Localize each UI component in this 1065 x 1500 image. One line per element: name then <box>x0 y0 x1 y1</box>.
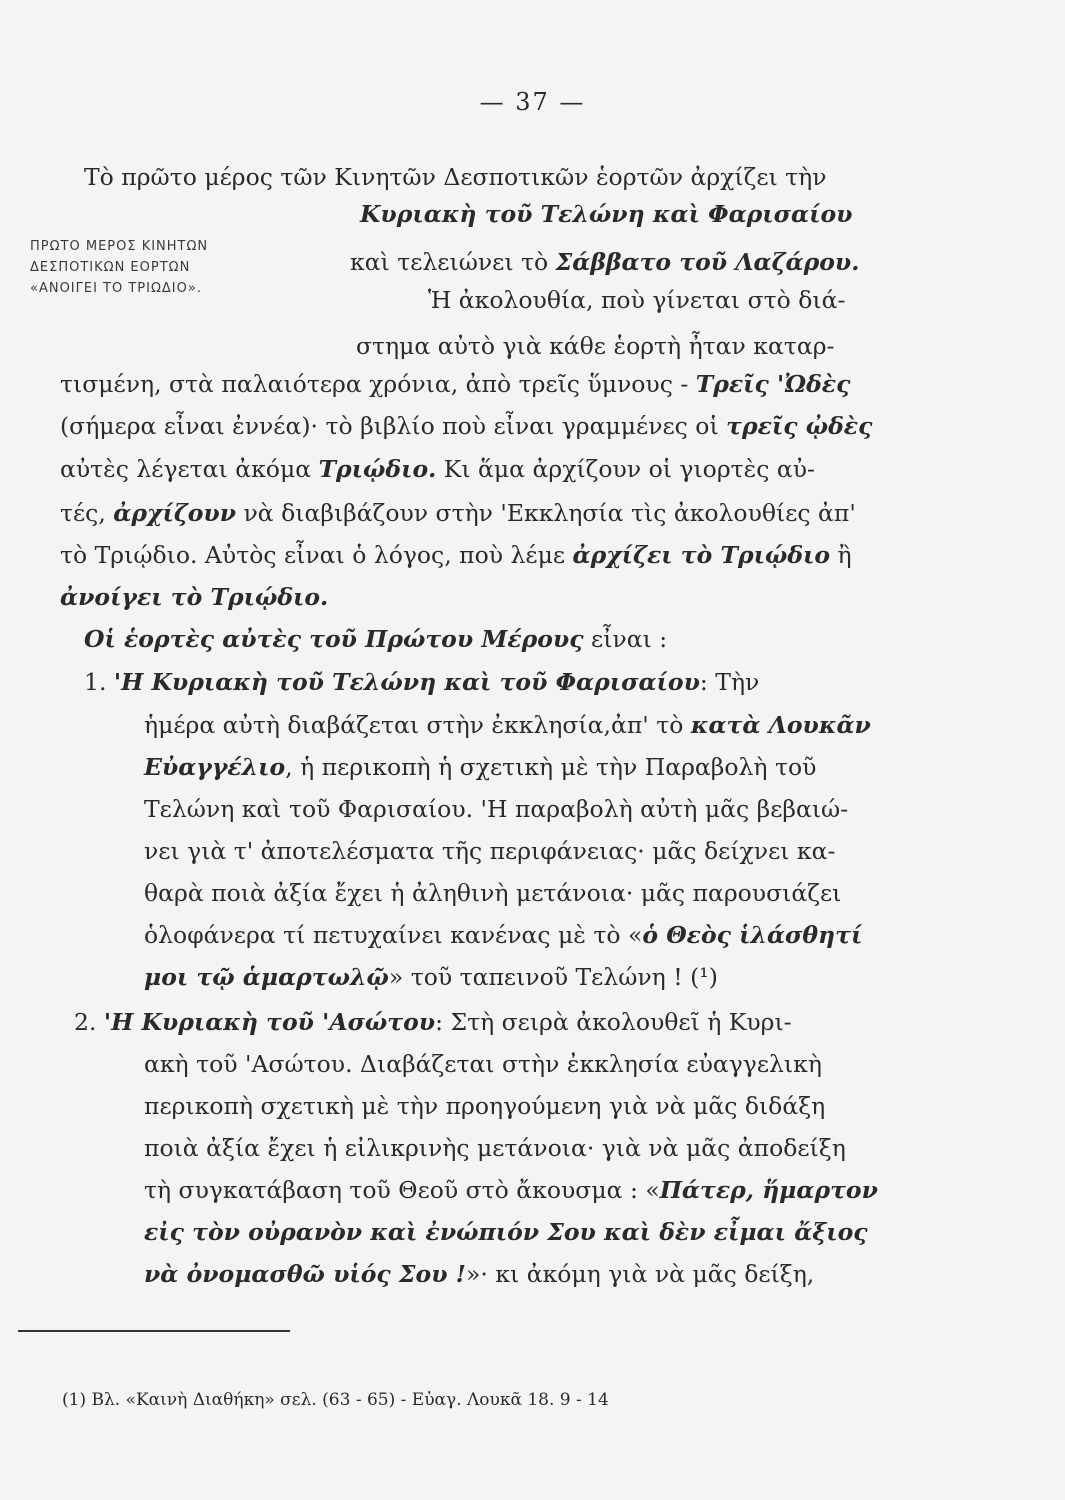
emphasis-text: Οἱ ἑορτὲς αὐτὲς τοῦ Πρώτου Μέρους <box>84 625 584 653</box>
margin-note-line: «ΑΝΟΙΓΕΙ ΤΟ ΤΡΙΩΔΙΟ». <box>30 281 202 296</box>
margin-note <box>30 236 320 299</box>
text-run: τισμένη, στὰ παλαιότερα χρόνια, ἀπὸ τρεῖς ὕμνους - <box>60 370 696 398</box>
emphasis-text: εἰς τὸν οὐρανὸν καὶ ἐνώπιόν Σου καὶ δὲν εἶμαι ἄξιος <box>144 1218 868 1246</box>
text-run: , ἡ περικοπὴ ἡ σχετικὴ μὲ τὴν Παραβολὴ τοῦ <box>285 753 817 781</box>
text-run: εἶναι : <box>583 625 668 653</box>
footnote-rule <box>18 1330 290 1332</box>
text-line <box>144 1089 1044 1125</box>
text-line <box>60 538 960 574</box>
text-run: Ἡ ἀκολουθία, ποὺ γίνεται στὸ διά- <box>428 286 846 314</box>
text-line <box>356 329 1065 365</box>
text-line <box>144 876 1044 912</box>
text-run: ἢ <box>830 541 852 569</box>
text-line <box>144 708 1044 744</box>
text-run: τές, <box>60 499 114 527</box>
text-run: ὁλοφάνερα τί πετυχαίνει κανένας μὲ τὸ « <box>144 921 643 949</box>
text-line <box>144 1257 1044 1293</box>
text-run: Τὸ πρῶτο μέρος τῶν Κινητῶν Δεσποτικῶν ἑορτῶν ἀρχίζει τὴν <box>84 163 827 191</box>
text-line <box>144 750 1044 786</box>
emphasis-text: Τρεῖς 'Ὠδὲς <box>695 370 851 398</box>
margin-note-line: ΠΡΩΤΟ ΜΕΡΟΣ ΚΙΝΗΤΩΝ <box>30 239 209 254</box>
emphasis-text: ἀνοίγει τὸ Τριῴδιο. <box>60 583 329 611</box>
text-run: νὰ διαβιβάζουν στὴν 'Εκκλησία τὶς ἀκολουθίες ἀπ' <box>236 499 856 527</box>
text-run: θαρὰ ποιὰ ἀξία ἔχει ἡ ἀληθινὴ μετάνοια· μᾶς παρουσιάζει <box>144 879 842 907</box>
text-line <box>144 960 1044 996</box>
text-run: τὴ συγκατάβαση τοῦ Θεοῦ στὸ ἄκουσμα : « <box>144 1176 660 1204</box>
text-line <box>144 1173 1044 1209</box>
emphasis-text: τρεῖς ᾠδὲς <box>726 412 873 440</box>
margin-note-line: ΔΕΣΠΟΤΙΚΩΝ ΕΟΡΤΩΝ <box>30 260 191 275</box>
text-run: : Τὴν <box>699 668 760 696</box>
text-run: 2. <box>74 1008 104 1036</box>
text-run: Κι ἅμα ἀρχίζουν οἱ γιορτὲς αὐ- <box>436 455 815 483</box>
text-run: ἡμέρα αὐτὴ διαβάζεται στὴν ἐκκλησία,ἀπ' τὸ <box>144 711 691 739</box>
text-line <box>60 367 960 403</box>
emphasis-text: Σάββατο τοῦ Λαζάρου. <box>555 248 860 276</box>
text-run: Τελώνη καὶ τοῦ Φαρισαίου. 'Η παραβολὴ αὐτὴ μᾶς βεβαιώ- <box>144 795 849 823</box>
emphasis-text: νὰ ὀνομασθῶ υἱός Σου ! <box>144 1260 467 1288</box>
text-line <box>144 834 1044 870</box>
text-line <box>84 622 984 658</box>
text-line <box>60 452 960 488</box>
emphasis-text: μοι τῷ ἁμαρτωλῷ <box>144 963 389 991</box>
emphasis-text: 'Η Κυριακὴ τοῦ Τελώνη καὶ τοῦ Φαρισαίου <box>113 668 700 696</box>
text-run: ακὴ τοῦ 'Ασώτου. Διαβάζεται στὴν ἐκκλησία εὐαγγελικὴ <box>144 1050 822 1078</box>
text-line <box>84 160 984 196</box>
page-number: — 37 — <box>479 88 586 116</box>
emphasis-text: Κυριακὴ τοῦ Τελώνη καὶ Φαρισαίου <box>360 200 853 228</box>
text-run: 1. <box>84 668 114 696</box>
text-line <box>144 1131 1044 1167</box>
text-line <box>144 792 1044 828</box>
text-run: »· κι ἀκόμη γιὰ νὰ μᾶς δείξη, <box>466 1260 815 1288</box>
text-line <box>60 580 960 616</box>
text-line <box>360 197 1065 233</box>
text-line <box>144 918 1044 954</box>
text-run: αὐτὲς λέγεται ἀκόμα <box>60 455 319 483</box>
text-run: (σήμερα εἶναι ἐννέα)· τὸ βιβλίο ποὺ εἶναι γραμμένες οἱ <box>60 412 727 440</box>
text-line <box>84 665 984 701</box>
emphasis-text: Πάτερ, ἥμαρτον <box>659 1176 878 1204</box>
text-line <box>428 283 1065 319</box>
text-run: νει γιὰ τ' ἀποτελέσματα τῆς περιφάνειας· μᾶς δείχνει κα- <box>144 837 836 865</box>
text-run: » τοῦ ταπεινοῦ Τελώνη ! (¹) <box>388 963 718 991</box>
text-run: : Στὴ σειρὰ ἀκολουθεῖ ἡ Κυρι- <box>435 1008 792 1036</box>
text-line <box>144 1215 1044 1251</box>
emphasis-text: ἀρχίζουν <box>113 499 237 527</box>
text-run: καὶ τελειώνει τὸ <box>350 248 556 276</box>
text-line <box>350 245 1065 281</box>
emphasis-text: Εὐαγγέλιο <box>144 753 286 781</box>
text-line <box>74 1005 974 1041</box>
footnote: (1) Βλ. «Καινὴ Διαθήκη» σελ. (63 - 65) - Εὐαγ. Λουκᾶ 18. 9 - 14 <box>62 1390 609 1410</box>
emphasis-text: κατὰ Λουκᾶν <box>690 711 871 739</box>
emphasis-text: ἀρχίζει τὸ Τριῴδιο <box>572 541 831 569</box>
text-run: ποιὰ ἀξία ἔχει ἡ εἰλικρινὴς μετάνοια· γιὰ νὰ μᾶς ἀποδείξη <box>144 1134 846 1162</box>
text-line <box>60 409 960 445</box>
emphasis-text: ὁ Θεὸς ἱλάσθητί <box>642 921 863 949</box>
text-run: τὸ Τριῴδιο. Αὐτὸς εἶναι ὁ λόγος, ποὺ λέμε <box>60 541 573 569</box>
text-line <box>60 496 960 532</box>
text-line <box>144 1047 1044 1083</box>
emphasis-text: Τριῴδιο. <box>318 455 437 483</box>
text-run: περικοπὴ σχετικὴ μὲ τὴν προηγούμενη γιὰ νὰ μᾶς διδάξη <box>144 1092 826 1120</box>
text-run: στημα αὐτὸ γιὰ κάθε ἑορτὴ ἦταν καταρ- <box>356 332 835 360</box>
emphasis-text: 'Η Κυριακὴ τοῦ 'Ασώτου <box>103 1008 436 1036</box>
